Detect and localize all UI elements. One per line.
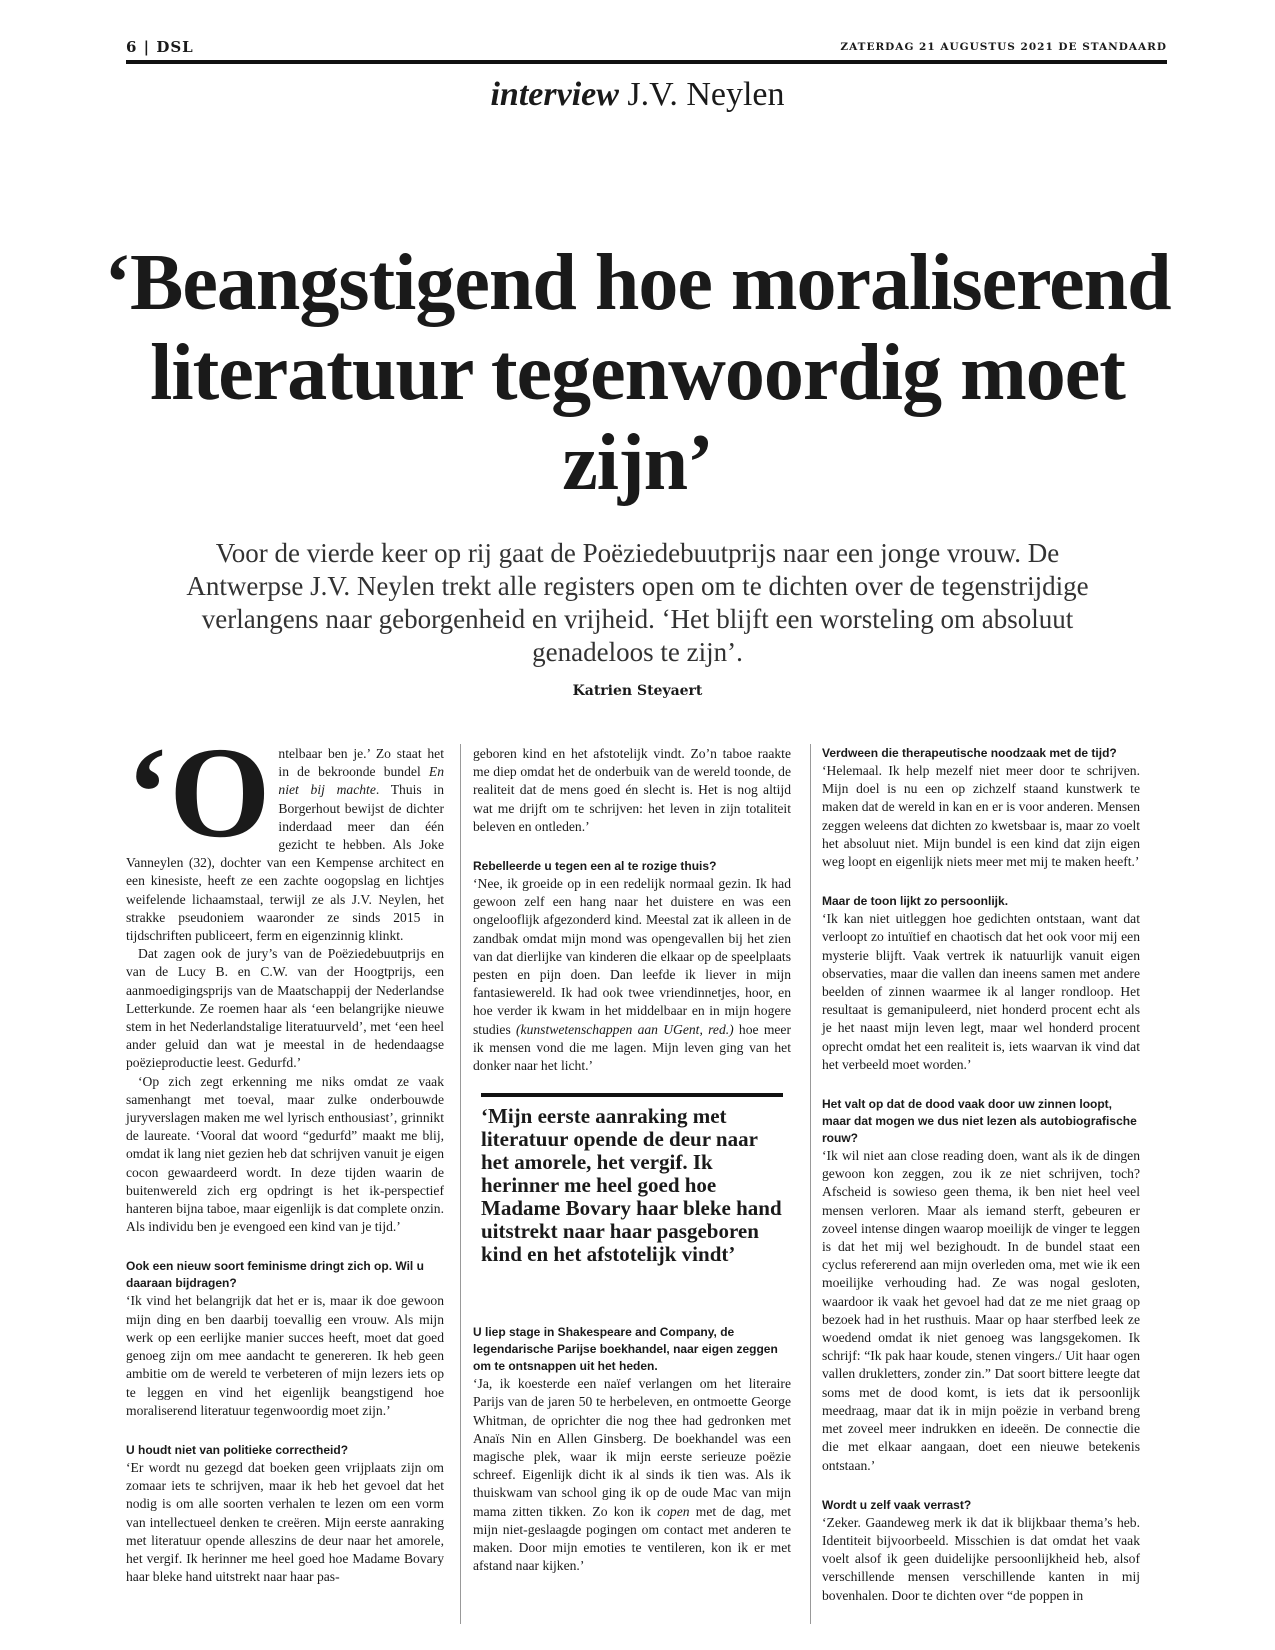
question: U liep stage in Shakespeare and Company, de legendarische Parijse boekhandel, naar eigen zeggen om te ontsnappen uit het heden. (473, 1325, 778, 1374)
header-rule (126, 60, 1167, 64)
page-number: 6 | DSL (126, 38, 194, 56)
question: Verdween die therapeutische noodzaak met de tijd? (822, 746, 1117, 760)
column-2 (473, 745, 791, 1575)
text: . Thuis in Borgerhout bewijst de dichter inderdaad meer dan één gezicht te hebben. Als Joke Vanneylen (32), dochter van een Kempense architect en een kinesiste, heeft ze een zachte oogopslag en lichtjes weifelende lichaamstaal, terwijl ze als J.V. Neylen, het strakke pseudoniem waaronder ze sinds 2015 in tijdschriften publiceert, ferm en eigenzinnig klinkt. (126, 782, 444, 944)
date-and-paper: ZATERDAG 21 AUGUSTUS 2021 DE STANDAARD (840, 41, 1167, 53)
text: hoe meer ik mensen vond die me lagen. Mijn leven ging van het donker naar het licht.’ (473, 1021, 791, 1074)
paragraph: Dat zagen ook de jury’s van de Poëziedebuutprijs en van de Lucy B. en C.W. van der Hoogtprijs, een aanmoedigingsprijs van de Maatschappij der Nederlandse Letterkunde. Ze roemen haar als ‘een belangrijke nieuwe stem in het Nederlandstalige literatuurveld’, met ‘een heel ander geluid dan wat je meestal in de hedendaagse poëzieproductie leest. Gedurfd.’ (126, 946, 444, 1071)
paragraph: geboren kind en het afstotelijk vindt. Zo’n taboe raakte me diep omdat het de onderbuik van de wereld toonde, de realiteit dat de mens goed én slecht is. Het is nog altijd wat me drijft om te schrijven: het leven in zijn totaliteit beleven en ontleden.’ (473, 746, 791, 834)
text: ntelbaar ben je.’ Zo staat het in de bekroonde bundel (278, 746, 444, 780)
drop-cap: ‘O (126, 721, 271, 865)
book-title: En niet bij machte (278, 764, 444, 798)
answer: ‘Ik kan niet uitleggen hoe gedichten ontstaan, want dat verloopt zo intuïtief en chaotisch dat het ook voor mij een mysterie blijft. Vaak vertrek ik natuurlijk vanuit eigen observaties, maar die vallen dan ineens samen met andere beelden of zinnen waarmee ik al langer rondloop. Het resultaat is gemanipuleerd, niet honderd procent echt als je het naast mijn leven legt, maar wel honderd procent oprecht omdat het een realiteit is, iets waarvan ik vind dat het verbeeld moet worden.’ (822, 911, 1140, 1072)
answer: ‘Ik vind het belangrijk dat het er is, maar ik doe gewoon mijn ding en ben daarbij toevallig een vrouw. Als mijn werk op een eerlijke manier succes heeft, moet dat goed genoeg zijn om mee aandacht te genereren. Ik heb geen ambitie om de wereld te verbeteren of mijn lezers iets op te leggen en vind het eigenlijk beangstigend hoe moraliserend literatuur tegenwoordig moet zijn.’ (126, 1293, 444, 1418)
question: Rebelleerde u tegen een al te rozige thuis? (473, 859, 717, 874)
column-1 (126, 721, 444, 1586)
question: Wordt u zelf vaak verrast? (822, 1497, 972, 1512)
pull-quote: ‘Mijn eerste aanraking met literatuur opende de deur naar het amorele, het vergif. Ik herinner me heel goed hoe Madame Bovary haar bleke hand uitstrekt naar haar pasgeboren kind en het afstotelijk vindt’ (481, 1093, 783, 1266)
question: Ook een nieuw soort feminisme dringt zich op. Wil u daaraan bijdragen? (126, 1259, 424, 1291)
text: ‘Ja, ik koesterde een naïef verlangen om het literaire Parijs van de jaren 50 te herbeleven, en ontmoette George Whitman, de oprichter die nog thee had gedronken met Anaïs Nin en Allen Ginsberg. De boekhandel was een magische plek, waar ik mijn eerste serieuze poëzie schreef. Eigenlijk dicht ik al sinds ik tien was. Als ik thuiskwam van school ging ik op de oude Mac van mijn mama zitten tikken. Zo kon ik (473, 1376, 791, 1519)
answer (473, 875, 791, 1075)
answer: ‘Zeker. Gaandeweg merk ik dat ik blijkbaar thema’s heb. Identiteit bijvoorbeeld. Misschien is dat omdat het vaak voelt alsof ik geen duidelijke persoonlijkheid heb, alsof verschillende mensen verschillende kanten in mij bovenhalen. Door te dichten over “de poppen in (822, 1514, 1140, 1603)
answer (473, 1375, 791, 1575)
kicker-label: interview (490, 76, 619, 113)
byline: Katrien Steyaert (572, 683, 703, 699)
intro: Voor de vierde keer op rij gaat de Poëziedebuutprijs naar een jonge vrouw. De Antwerpse J.V. Neylen trekt alle registers open om te dichten over de tegenstrijdige verlangens naar geborgenheid en vrijheid. ‘Het blijft een worsteling om absoluut genadeloos te zijn’. (186, 538, 1089, 667)
column-divider (460, 744, 461, 1624)
question: U houdt niet van politieke correctheid? (126, 1442, 349, 1457)
answer: ‘Er wordt nu gezegd dat boeken geen vrijplaats zijn om zomaar iets te schrijven, maar ik heb het gevoel dat het nodig is om alle soorten verhalen te lezen om een vorm van intellectueel denken te creëren. Mijn eerste aanraking met literatuur opende alleszins de deur naar het amorele, het vergif. Ik herinner me heel goed hoe Madame Bovary haar bleke hand uitstrekt naar haar pas- (126, 1459, 444, 1585)
question: Het valt op dat de dood vaak door uw zinnen loopt, maar dat mogen we dus niet lezen als autobiografische rouw? (822, 1097, 1137, 1146)
paragraph: ‘Op zich zegt erkenning me niks omdat ze vaak samenhangt met toeval, maar zulke onderbouwde juryverslagen maken me wel lyrisch enthousiast’, grinnikt de laureate. ‘Vooral dat woord “gedurfd” maakt me blij, omdat ik lang niet gezien heb dat schrijven vanuit je eigen cocon gewaardeerd wordt. In deze tijden waarin de buitenwereld zich erg opdringt is het ik-perspectief hanteren bijna taboe, maar eigenlijk is dat complete onzin. Als individu ben je evengoed een kind van je tijd.’ (126, 1073, 444, 1235)
column-divider (810, 744, 811, 1624)
column-3 (822, 745, 1140, 1605)
answer: ‘Ik wil niet aan close reading doen, want als ik de dingen gewoon kon zeggen, zou ik ze niet schrijven, toch? Afscheid is sowieso geen thema, ik ben niet heel veel mensen verloren. Maar als iemand sterft, gebeuren er zoveel intense dingen waarop moeilijk de vinger te leggen is dat het mij wel bezighoudt. In de bundel staat een cyclus refererend aan mijn overleden oma, met wie ik een moeilijke verhouding had. Ze was nogal gesloten, waardoor ik vaak het gevoel had dat ze me niet graag op bezoek had in het rusthuis. Maar op haar sterfbed leek ze woedend omdat ik niet genoeg was langsgekomen. Ik schrijf: “Ik pak haar koude, stenen vingers./ Uit haar ogen vallen drukletters, zonder zin.” Dat soort bittere leegte dat soms met de dood komt, is iets dat ik persoonlijk meedraag, maar dat ik in mijn poëzie in verband breng met zoveel meer indrukken en ideeën. De connectie die die met elkaar aangaan, doet een nieuwe betekenis ontstaan.’ (822, 1148, 1140, 1473)
text: copen (657, 1503, 690, 1519)
kicker-name: J.V. Neylen (627, 76, 785, 113)
question: Maar de toon lijkt zo persoonlijk. (822, 894, 1009, 909)
text: ‘Nee, ik groeide op in een redelijk normaal gezin. Ik had gewoon zelf een hang naar het duistere en was een ongelooflijk afgezonderd kind. Meestal zat ik alleen in de zandbak omdat mijn mond was opengevallen bij het zien van dat dierlijke van kinderen die elkaar op de speelplaats pesten en pijn doen. Dan leefde ik liever in mijn fantasiewereld. Ik had ook twee vriendinnetjes, hoor, en hoe verder ik kwam in het middelbaar en in mijn hogere studies (473, 876, 791, 1037)
text: met de dag, met mijn niet-geslaagde pogingen om contact met anderen te maken. Door mijn emoties te ventileren, kon ik er met afstand naar kijken.’ (473, 1503, 791, 1574)
headline: ‘Beangstigend hoe moraliserend literatuur tegenwoordig moet zijn’ (104, 239, 1171, 507)
section-kicker (0, 76, 1275, 114)
text: (kunstwetenschappen aan UGent, red.) (516, 1021, 734, 1037)
answer: ‘Helemaal. Ik help mezelf niet meer door te schrijven. Mijn doel is nu een op zichzelf staand kunstwerk te maken dat de wereld in kan en er is voor anderen. Mensen zeggen weleens dat dichten zo kwetsbaar is, maar zo voelt het absoluut niet. Mijn bundel is een kind dat zijn eigen weg loopt en eigenlijk niets meer met mij te maken heeft.’ (822, 763, 1140, 870)
